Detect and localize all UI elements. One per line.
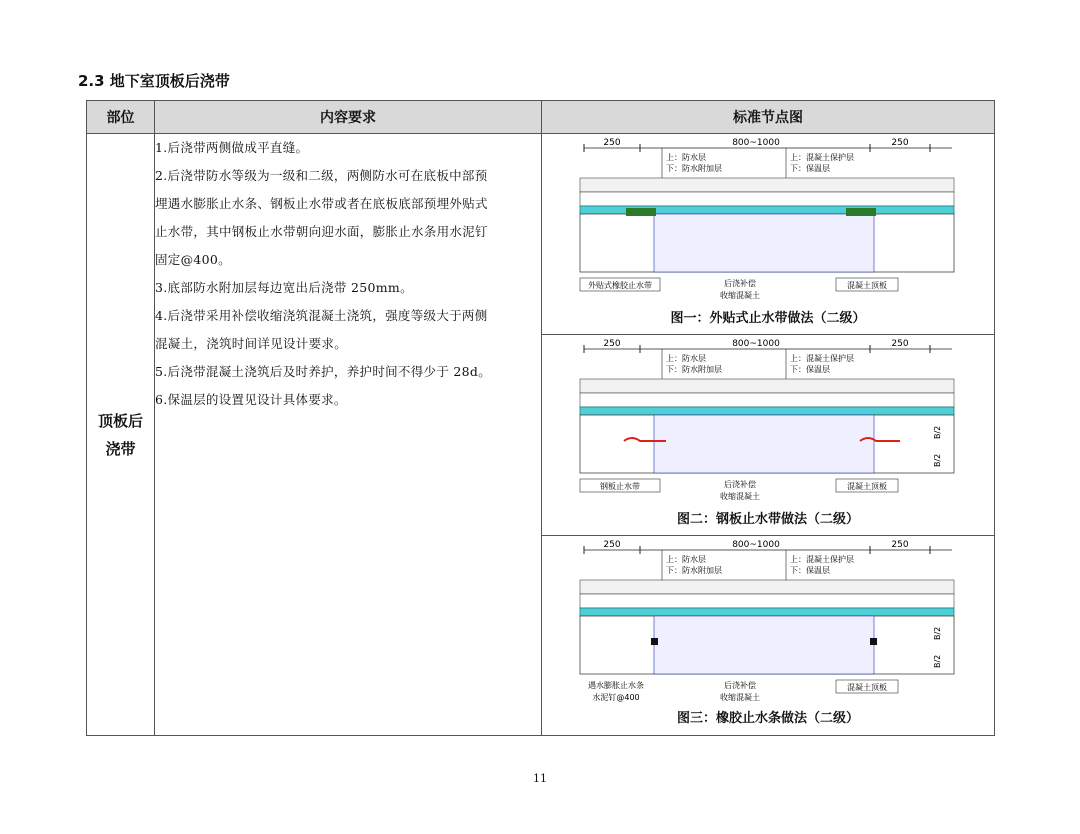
detail-drawing-1 bbox=[570, 136, 970, 304]
section-title: 2.3 地下室顶板后浇带 bbox=[78, 72, 230, 90]
dim-left-text: 250 bbox=[603, 339, 621, 349]
label-top-right-1: 上：混凝土保护层 bbox=[790, 354, 854, 363]
dim-mid-text: 800~1000 bbox=[732, 540, 780, 550]
rubber-waterstop-right bbox=[846, 208, 876, 216]
content-line: 5.后浇带混凝土浇筑后及时养护，养护时间不得少于 28d。 bbox=[155, 364, 492, 379]
swelling-strip-right bbox=[870, 638, 877, 645]
detail-drawing-3 bbox=[570, 538, 970, 706]
content-line: 固定@400。 bbox=[155, 252, 231, 267]
label-bottom-mid-1: 后浇补偿 bbox=[724, 480, 756, 489]
page-number: 11 bbox=[533, 772, 547, 785]
label-top-left-2: 下：防水附加层 bbox=[666, 164, 722, 173]
protective-concrete-layer bbox=[580, 379, 954, 393]
header-content: 内容要求 bbox=[155, 101, 542, 134]
label-top-left-1: 上：防水层 bbox=[666, 153, 706, 162]
header-diagram: 标准节点图 bbox=[542, 101, 995, 134]
side-label-2: B/2 bbox=[933, 453, 942, 467]
content-line: 混凝土，浇筑时间详见设计要求。 bbox=[155, 336, 348, 351]
figure-3 bbox=[542, 536, 994, 734]
figure-1 bbox=[542, 134, 994, 335]
label-top-right-2: 下：保温层 bbox=[790, 365, 830, 374]
insulation-layer bbox=[580, 393, 954, 407]
label-bottom-mid-1: 后浇补偿 bbox=[724, 279, 756, 288]
post-pour-band bbox=[654, 415, 874, 473]
waterproof-layer bbox=[580, 608, 954, 616]
swelling-strip-left bbox=[651, 638, 658, 645]
side-label-1: B/2 bbox=[933, 626, 942, 640]
label-bottom-right: 混凝土顶板 bbox=[847, 683, 887, 692]
content-line: 埋遇水膨胀止水条、钢板止水带或者在底板底部预埋外贴式 bbox=[155, 196, 488, 211]
label-top-right-1: 上：混凝土保护层 bbox=[790, 153, 854, 162]
label-bottom-mid-1: 后浇补偿 bbox=[724, 681, 756, 690]
label-bottom-mid-2: 收缩混凝土 bbox=[720, 492, 760, 501]
protective-concrete-layer bbox=[580, 178, 954, 192]
detail-drawing-2 bbox=[570, 337, 970, 505]
label-top-left-2: 下：防水附加层 bbox=[666, 566, 722, 575]
label-top-left-1: 上：防水层 bbox=[666, 555, 706, 564]
content-line: 2.后浇带防水等级为一级和二级，两侧防水可在底板中部预 bbox=[155, 168, 488, 183]
side-label-2: B/2 bbox=[933, 654, 942, 668]
spec-table bbox=[86, 100, 995, 736]
label-bottom-mid-2: 收缩混凝土 bbox=[720, 291, 760, 300]
figure-caption: 图二：钢板止水带做法（二级） bbox=[676, 512, 859, 527]
label-bottom-left: 钢板止水带 bbox=[600, 482, 640, 491]
dim-left-text: 250 bbox=[603, 540, 621, 550]
content-cell bbox=[155, 134, 542, 736]
protective-concrete-layer bbox=[580, 580, 954, 594]
side-label-1: B/2 bbox=[933, 425, 942, 439]
part-label-line1: 顶板后 bbox=[97, 411, 143, 430]
part-label-line2: 浇带 bbox=[105, 439, 136, 458]
label-top-right-2: 下：保温层 bbox=[790, 164, 830, 173]
label-bottom-mid-2: 收缩混凝土 bbox=[720, 693, 760, 702]
dim-left-text: 250 bbox=[603, 138, 621, 148]
figure-2 bbox=[542, 335, 994, 536]
label-bottom-right: 混凝土顶板 bbox=[847, 482, 887, 491]
content-line: 6.保温层的设置见设计具体要求。 bbox=[155, 392, 347, 407]
figure-caption: 图三：橡胶止水条做法（二级） bbox=[676, 711, 859, 726]
part-cell bbox=[87, 134, 155, 736]
rubber-waterstop-left bbox=[626, 208, 656, 216]
dim-mid-text: 800~1000 bbox=[732, 339, 780, 349]
dim-right-text: 250 bbox=[891, 540, 909, 550]
content-line: 止水带，其中钢板止水带朝向迎水面，膨胀止水条用水泥钉 bbox=[155, 224, 488, 239]
insulation-layer bbox=[580, 192, 954, 206]
waterproof-layer bbox=[580, 407, 954, 415]
label-top-right-1: 上：混凝土保护层 bbox=[790, 555, 854, 564]
table-header-row bbox=[87, 101, 995, 134]
label-top-left-1: 上：防水层 bbox=[666, 354, 706, 363]
insulation-layer bbox=[580, 594, 954, 608]
header-part: 部位 bbox=[87, 101, 155, 134]
diagram-cell bbox=[542, 134, 995, 736]
label-bottom-left-1: 遇水膨胀止水条 bbox=[588, 681, 644, 690]
content-line: 3.底部防水附加层每边宽出后浇带 250mm。 bbox=[155, 280, 413, 295]
content-line: 4.后浇带采用补偿收缩浇筑混凝土浇筑，强度等级大于两侧 bbox=[155, 308, 488, 323]
label-bottom-left: 外贴式橡胶止水带 bbox=[588, 281, 652, 290]
dim-mid-text: 800~1000 bbox=[732, 138, 780, 148]
content-line: 1.后浇带两侧做成平直缝。 bbox=[155, 140, 309, 155]
label-bottom-right: 混凝土顶板 bbox=[847, 281, 887, 290]
label-top-left-2: 下：防水附加层 bbox=[666, 365, 722, 374]
dim-right-text: 250 bbox=[891, 339, 909, 349]
dim-right-text: 250 bbox=[891, 138, 909, 148]
label-bottom-left-2: 水泥钉@400 bbox=[592, 693, 640, 702]
post-pour-band bbox=[654, 214, 874, 272]
figure-caption: 图一：外贴式止水带做法（二级） bbox=[670, 311, 866, 326]
post-pour-band bbox=[654, 616, 874, 674]
label-top-right-2: 下：保温层 bbox=[790, 566, 830, 575]
table-row bbox=[87, 134, 995, 736]
